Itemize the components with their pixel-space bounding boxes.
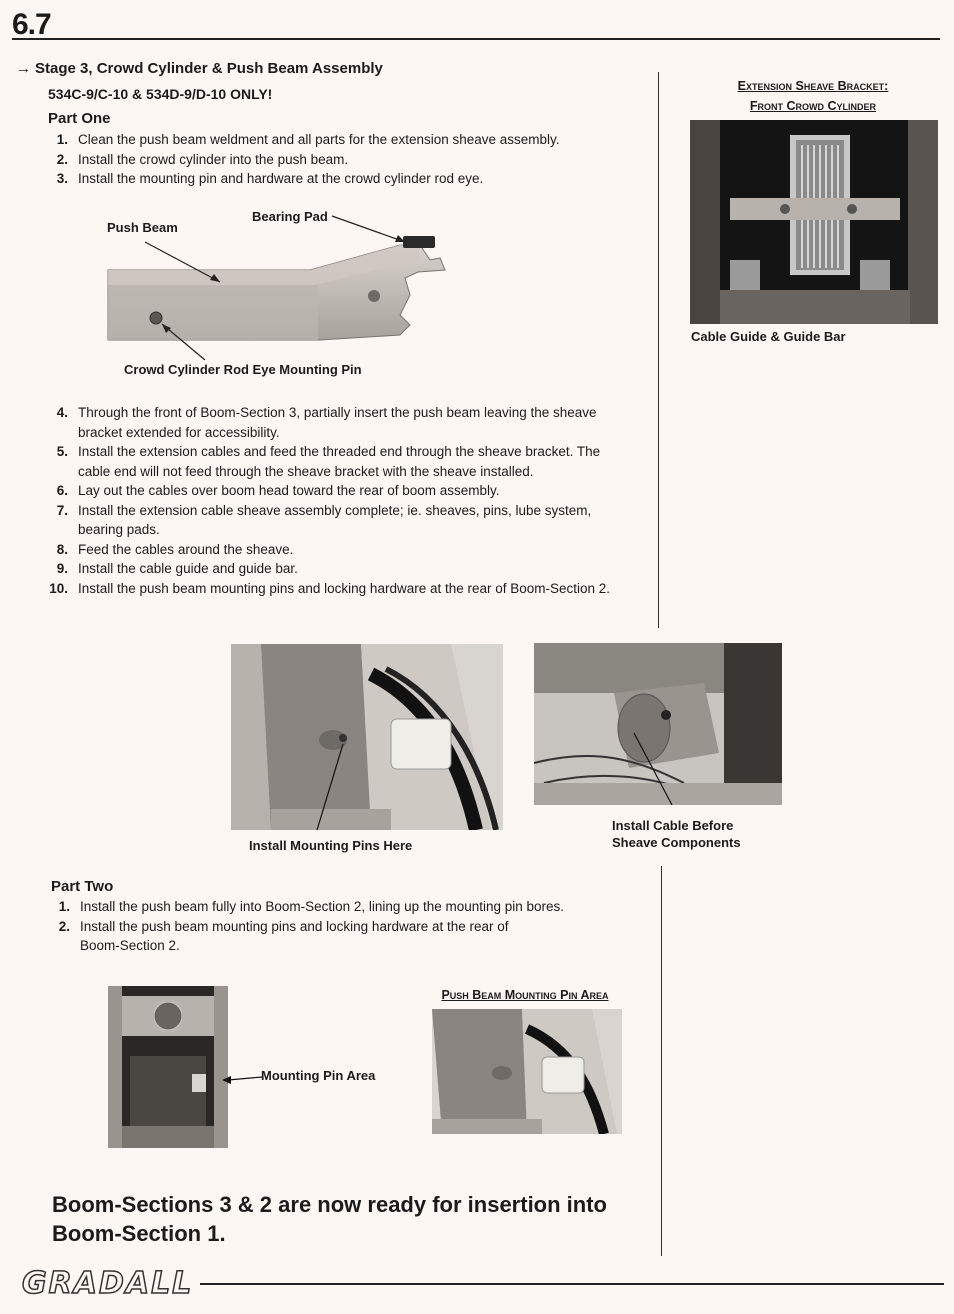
list-item: 8. Feed the cables around the sheave.	[56, 541, 294, 557]
part-one-steps-a	[46, 130, 636, 189]
arrow-right-icon: →	[16, 60, 31, 77]
part-two-steps	[48, 897, 643, 956]
push-beam-label: Push Beam	[107, 220, 178, 235]
cable-before-sheave-label: Install Cable Before Sheave Components	[612, 818, 741, 850]
list-item: 6. Lay out the cables over boom head toward the rear of boom assembly.	[56, 483, 500, 498]
part-two-heading: Part Two	[51, 878, 114, 895]
push-beam-pin-photo	[432, 1009, 622, 1134]
sheave-components-photo	[534, 643, 782, 805]
list-item: 2. Install the push beam mounting pins and locking hardware at the rear of Boom-Section 2.	[58, 918, 509, 953]
stage-title	[16, 60, 383, 77]
column-divider-top	[658, 72, 659, 628]
list-item: 4. Through the front of Boom-Section 3, partially insert the push beam leaving the sheave bracket extended for accessibility.	[56, 405, 597, 440]
push-beam-pin-caption: Push Beam Mounting Pin Area	[441, 988, 609, 1002]
mounting-pins-photo	[231, 644, 503, 830]
list-item: 2. Install the crowd cylinder into the push beam.	[56, 151, 349, 167]
cable-guide-label: Cable Guide & Guide Bar	[691, 329, 846, 344]
list-item: 10. Install the push beam mounting pins and locking hardware at the rear of Boom-Section 2.	[49, 580, 611, 596]
gradall-logo: GRADALL	[22, 1266, 194, 1301]
mounting-pin-area-label: Mounting Pin Area	[261, 1068, 376, 1083]
sheave-bracket-caption: Extension Sheave Bracket: Front Crowd Cylinder	[737, 79, 889, 113]
list-item: 1. Clean the push beam weldment and all parts for the extension sheave assembly.	[56, 132, 560, 147]
list-item: 5. Install the extension cables and feed the threaded end through the sheave bracket. The cable end will not feed through the sheave bracket with the sheave installed.	[56, 444, 601, 479]
column-divider-bottom	[661, 866, 662, 1256]
completion-note: Boom-Sections 3 & 2 are now ready for insertion into Boom-Section 1.	[52, 1192, 607, 1246]
bottom-divider	[200, 1283, 944, 1285]
mounting-pin-area-leader	[222, 1070, 262, 1084]
list-item: 3. Install the mounting pin and hardware at the crowd cylinder rod eye.	[56, 171, 484, 186]
stage-title-text: Stage 3, Crowd Cylinder & Push Beam Assembly	[35, 60, 383, 77]
part-one-steps-b	[46, 403, 636, 598]
part-one-heading: Part One	[48, 110, 111, 127]
top-divider	[12, 38, 940, 40]
mounting-pin-area-photo	[108, 986, 228, 1148]
list-item: 1. Install the push beam fully into Boom-Section 2, lining up the mounting pin bores.	[58, 899, 565, 914]
list-item: 7. Install the extension cable sheave assembly complete; ie. sheaves, pins, lube system, bearing pads.	[56, 502, 592, 537]
rod-eye-pin-label: Crowd Cylinder Rod Eye Mounting Pin	[124, 362, 362, 377]
model-applicability: 534C-9/C-10 & 534D-9/D-10 ONLY!	[48, 86, 273, 102]
list-item: 9. Install the cable guide and guide bar.	[56, 561, 298, 576]
sheave-bracket-photo	[690, 120, 938, 324]
section-number: 6.7	[12, 8, 51, 41]
mounting-pins-label: Install Mounting Pins Here	[249, 838, 413, 853]
bearing-pad-label: Bearing Pad	[252, 209, 328, 224]
